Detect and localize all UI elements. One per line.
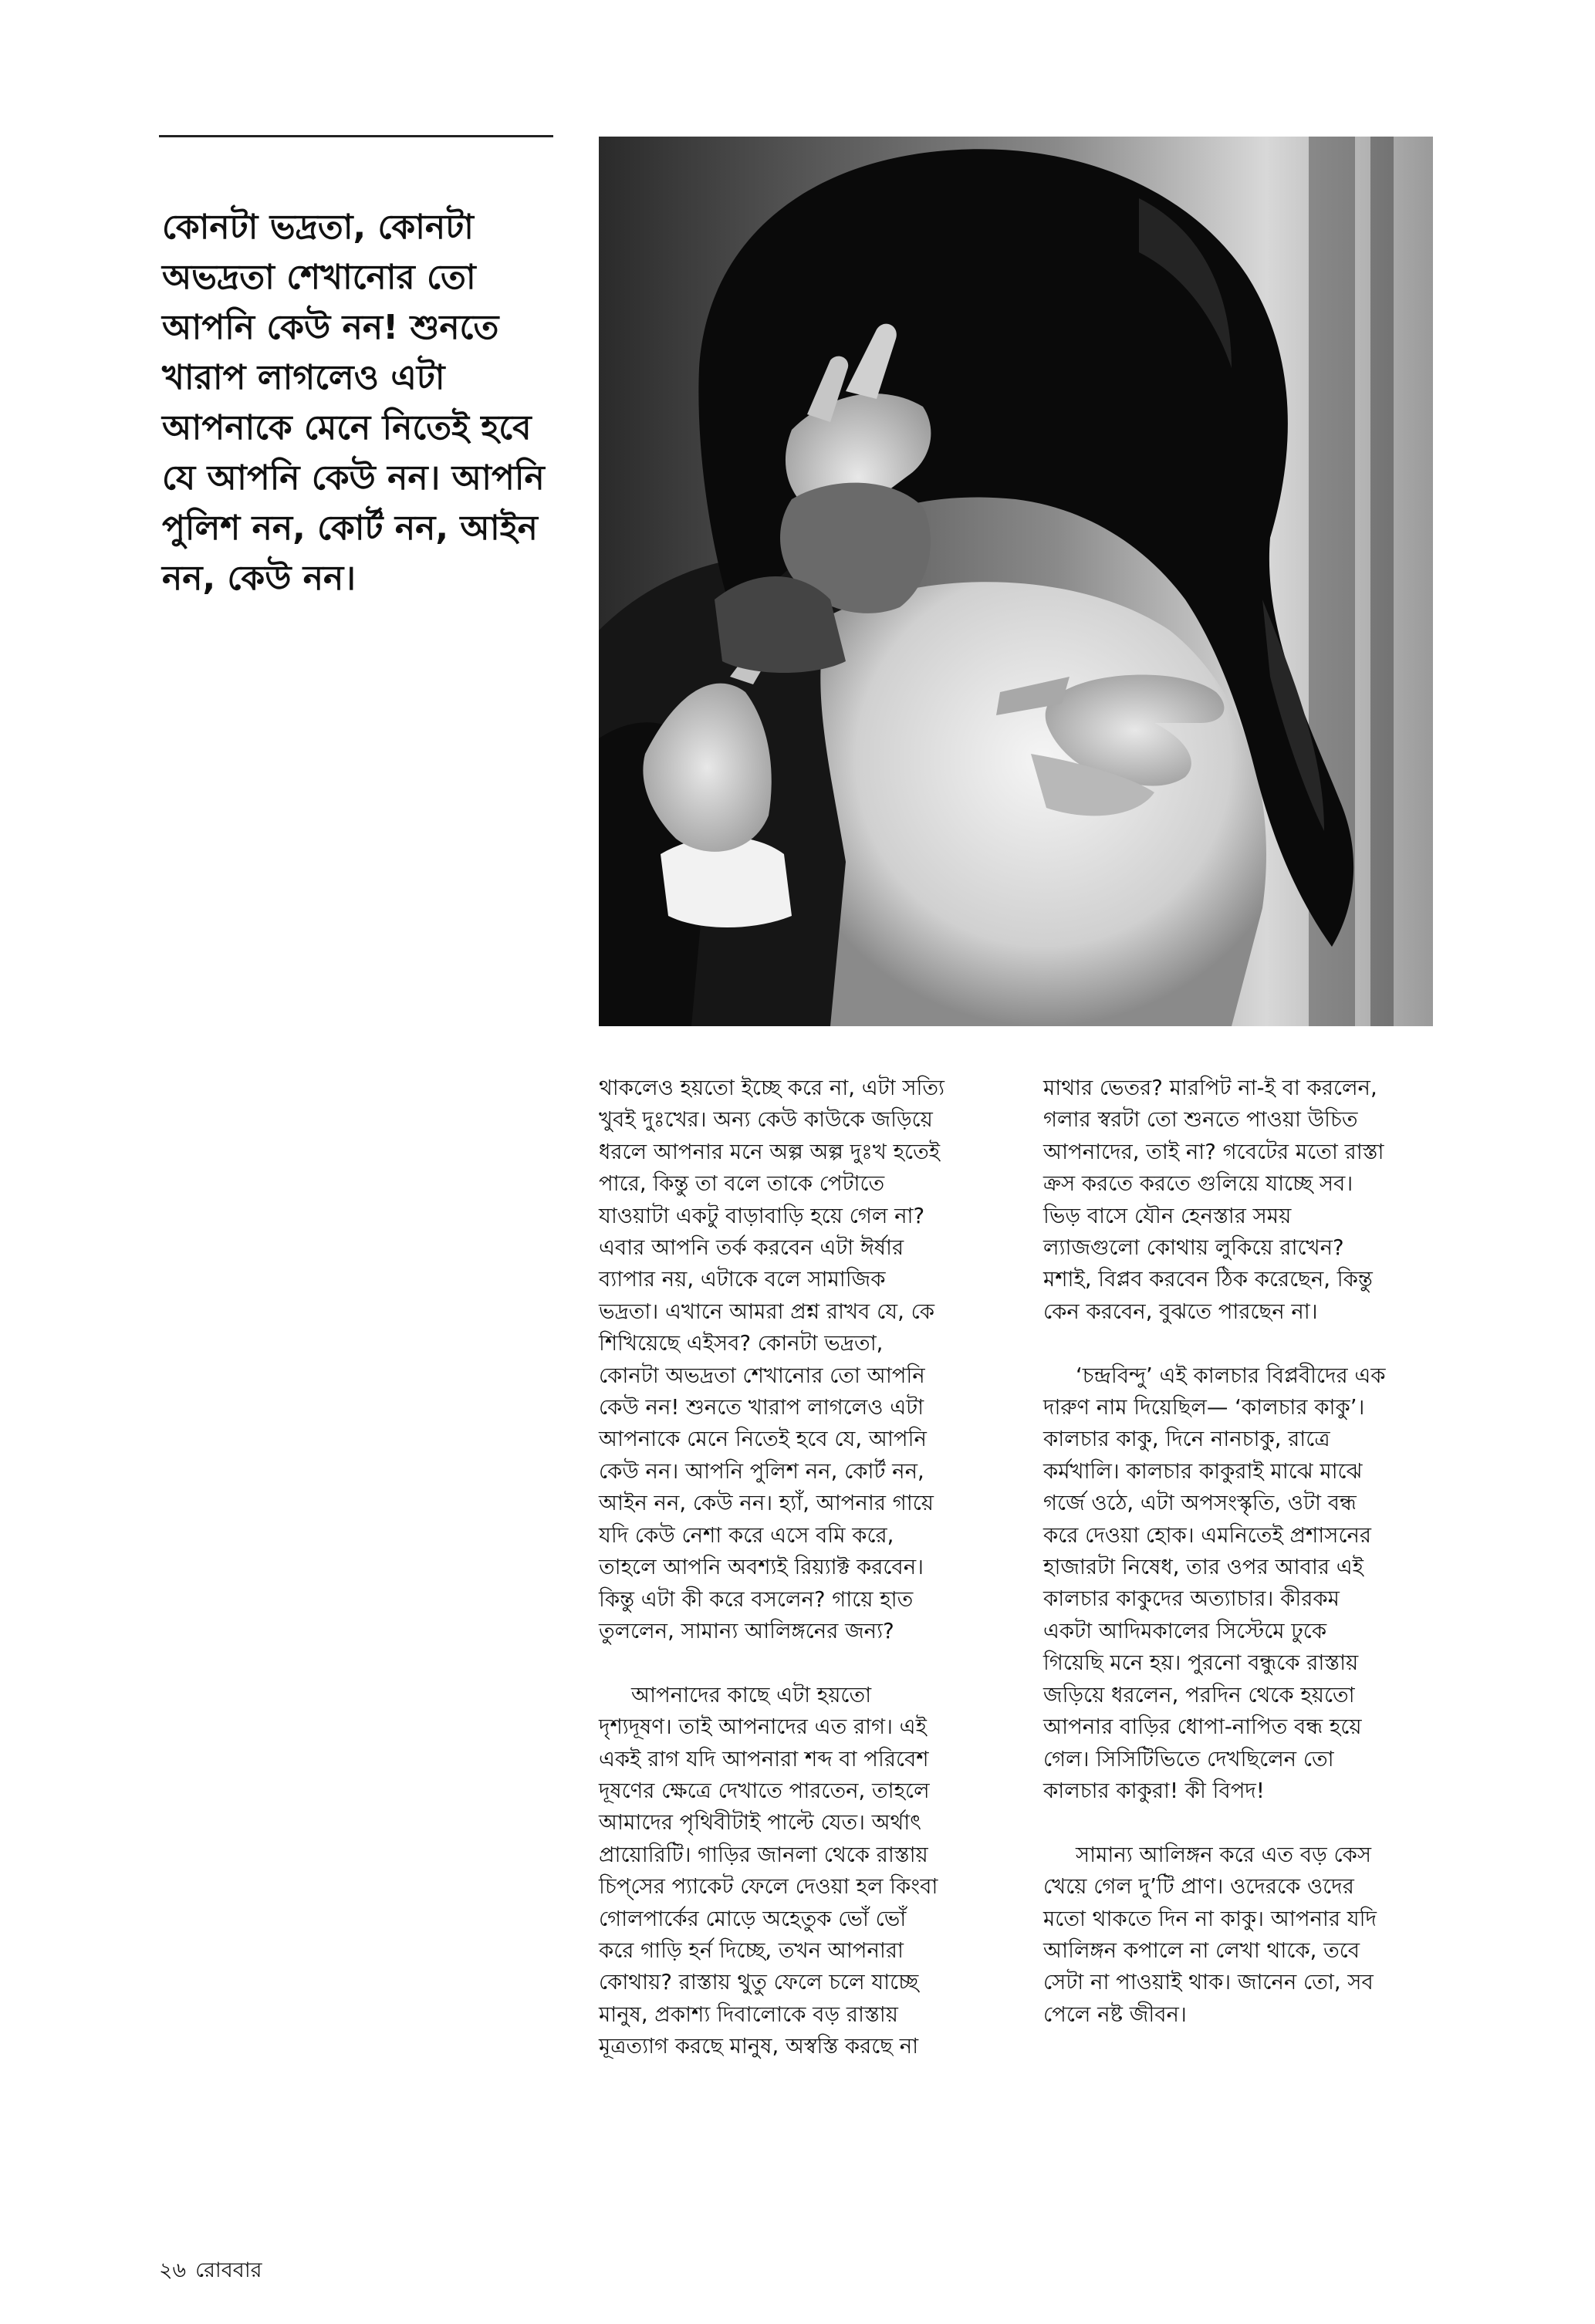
text-line: আপনাদের, তাই না? গবেটের মতো রাস্তা (1043, 1139, 1384, 1164)
text-line: আপনাকে মেনে নিতেই হবে যে, আপনি (599, 1427, 927, 1452)
text-line: পেলে নষ্ট জীবন। (1043, 2001, 1187, 2027)
pull-quote-line: যে আপনি কেউ নন। আপনি (162, 458, 545, 498)
text-line: মূত্রত্যাগ করছে মানুষ, অস্বস্তি করছে না (599, 2034, 919, 2059)
text-line: তাহলে আপনি অবশ্যই রিয়্যাক্ট করবেন। (599, 1555, 924, 1580)
text-line: খেয়ে গেল দু’টি প্রাণ। ওদেরকে ওদের (1043, 1874, 1354, 1900)
pull-quote-line: কোনটা ভদ্রতা, কোনটা (162, 208, 474, 247)
text-line: কেউ নন! শুনতে খারাপ লাগলেও এটা (599, 1395, 924, 1420)
paragraph-gap (1043, 1807, 1445, 1839)
text-line: তুললেন, সামান্য আলিঙ্গনের জন্য? (599, 1618, 894, 1643)
pull-quote-line: নন, কেউ নন। (162, 559, 357, 598)
text-line: এবার আপনি তর্ক করবেন এটা ঈর্ষার (599, 1235, 904, 1261)
text-line: কোনটা অভদ্রতা শেখানোর তো আপনি (599, 1363, 925, 1388)
paragraph (1043, 1072, 1445, 1328)
text-line: ক্রস করতে করতে গুলিয়ে যাচ্ছে সব। (1043, 1171, 1353, 1197)
text-line: মশাই, বিপ্লব করবেন ঠিক করেছেন, কিন্তু (1043, 1267, 1373, 1292)
text-line: একটা আদিমকালের সিস্টেমে ঢুকে (1043, 1618, 1327, 1643)
text-line: ভদ্রতা। এখানে আমরা প্রশ্ন রাখব যে, কে (599, 1299, 934, 1324)
text-line: পারে, কিন্তু তা বলে তাকে পেটাতে (599, 1171, 885, 1197)
text-line: প্রায়োরিটি। গাড়ির জানলা থেকে রাস্তায় (599, 1842, 928, 1867)
paragraph (1043, 1839, 1445, 2031)
text-line: গোলপার্কের মোড়ে অহেতুক ভোঁ ভোঁ (599, 1906, 907, 1931)
text-line: সেটা না পাওয়াই থাক। জানেন তো, সব (1043, 1970, 1374, 1995)
paragraph (599, 1680, 1031, 2063)
embrace-photo (599, 137, 1433, 1026)
article-column-1 (599, 1072, 1031, 2063)
page-number: ২৬ (159, 2258, 187, 2282)
text-line: গিয়েছি মনে হয়। পুরনো বন্ধুকে রাস্তায় (1043, 1650, 1359, 1676)
text-line: গর্জে ওঠে, এটা অপসংস্কৃতি, ওটা বন্ধ (1043, 1491, 1357, 1516)
pull-quote-line: পুলিশ নন, কোর্ট নন, আইন (162, 508, 538, 548)
text-line: মাথার ভেতর? মারপিট না-ই বা করলেন, (1043, 1076, 1377, 1100)
text-line: গেল। সিসিটিভিতে দেখছিলেন তো (1043, 1746, 1334, 1772)
text-line: যদি কেউ নেশা করে এসে বমি করে, (599, 1522, 894, 1548)
text-line: দৃশ্যদূষণ। তাই আপনাদের এত রাগ। এই (599, 1714, 927, 1740)
paragraph (599, 1072, 1031, 1647)
text-line: কালচার কাকুরা! কী বিপদ! (1043, 1778, 1265, 1803)
text-line: ল্যাজগুলো কোথায় লুকিয়ে রাখেন? (1043, 1235, 1344, 1261)
text-line: কোথায়? রাস্তায় থুতু ফেলে চলে যাচ্ছে (599, 1970, 919, 1995)
text-line: যাওয়াটা একটু বাড়াবাড়ি হয়ে গেল না? (599, 1203, 925, 1228)
text-line: জড়িয়ে ধরলেন, পরদিন থেকে হয়তো (1043, 1682, 1355, 1708)
text-line: খুবই দুঃখের। অন্য কেউ কাউকে জড়িয়ে (599, 1107, 933, 1133)
header-rule (159, 135, 553, 137)
text-line: চিপ্‌সের প্যাকেট ফেলে দেওয়া হল কিংবা (599, 1874, 938, 1900)
text-line: মতো থাকতে দিন না কাকু। আপনার যদি (1043, 1906, 1377, 1931)
text-line: আপনাদের কাছে এটা হয়তো (631, 1682, 872, 1708)
text-line: কালচার কাকুদের অত্যাচার। কীরকম (1043, 1586, 1340, 1612)
text-line: ধরলে আপনার মনে অল্প অল্প দুঃখ হতেই (599, 1139, 941, 1164)
text-line: শিখিয়েছে এইসব? কোনটা ভদ্রতা, (599, 1331, 884, 1356)
text-line: কেন করবেন, বুঝতে পারছেন না। (1043, 1299, 1318, 1324)
pull-quote-line: আপনাকে মেনে নিতেই হবে (162, 408, 532, 448)
paragraph-gap (1043, 1328, 1445, 1360)
pull-quote (162, 202, 563, 603)
paragraph (1043, 1360, 1445, 1808)
text-line: কেউ নন। আপনি পুলিশ নন, কোর্ট নন, (599, 1458, 924, 1484)
page-footer (159, 2255, 272, 2289)
text-line: আমাদের পৃথিবীটাই পাল্টে যেত। অর্থাৎ (599, 1810, 921, 1836)
paragraph-gap (599, 1647, 1031, 1679)
pull-quote-line: আপনি কেউ নন! শুনতে (162, 308, 499, 347)
text-line: মানুষ, প্রকাশ্য দিবালোকে বড় রাস্তায় (599, 2001, 898, 2027)
text-line: ভিড় বাসে যৌন হেনস্তার সময় (1043, 1203, 1292, 1228)
text-line: একই রাগ যদি আপনারা শব্দ বা পরিবেশ (599, 1746, 929, 1772)
text-line: দূষণের ক্ষেত্রে দেখাতে পারতেন, তাহলে (599, 1778, 930, 1803)
text-line: করে গাড়ি হর্ন দিচ্ছে, তখন আপনারা (599, 1937, 904, 1963)
text-line: কর্মখালি। কালচার কাকুরাই মাঝে মাঝে (1043, 1458, 1363, 1484)
text-line: কালচার কাকু, দিনে নানচাকু, রাত্রে (1043, 1427, 1330, 1452)
section-name: রোববার (195, 2258, 262, 2282)
text-line: ‘চন্দ্রবিন্দু’ এই কালচার বিপ্লবীদের এক (1076, 1363, 1386, 1388)
pull-quote-line: খারাপ লাগলেও এটা (162, 358, 445, 397)
text-line: আপনার বাড়ির ধোপা-নাপিত বন্ধ হয়ে (1043, 1714, 1362, 1740)
text-line: হাজারটা নিষেধ, তার ওপর আবার এই (1043, 1555, 1364, 1580)
pull-quote-line: অভদ্রতা শেখানোর তো (162, 258, 476, 297)
text-line: ব্যাপার নয়, এটাকে বলে সামাজিক (599, 1267, 886, 1292)
article-column-2 (1043, 1072, 1445, 2031)
text-line: থাকলেও হয়তো ইচ্ছে করে না, এটা সত্যি (599, 1076, 945, 1100)
text-line: আলিঙ্গন কপালে না লেখা থাকে, তবে (1043, 1937, 1360, 1963)
text-line: কিন্তু এটা কী করে বসলেন? গায়ে হাত (599, 1586, 914, 1612)
text-line: সামান্য আলিঙ্গন করে এত বড় কেস (1076, 1842, 1372, 1867)
embrace-photo-illustration (599, 137, 1433, 1026)
text-line: গলার স্বরটা তো শুনতে পাওয়া উচিত (1043, 1107, 1358, 1133)
text-line: দারুণ নাম দিয়েছিল— ‘কালচার কাকু’। (1043, 1395, 1365, 1420)
text-line: করে দেওয়া হোক। এমনিতেই প্রশাসনের (1043, 1522, 1372, 1548)
text-line: আইন নন, কেউ নন। হ্যাঁ, আপনার গায়ে (599, 1491, 934, 1516)
